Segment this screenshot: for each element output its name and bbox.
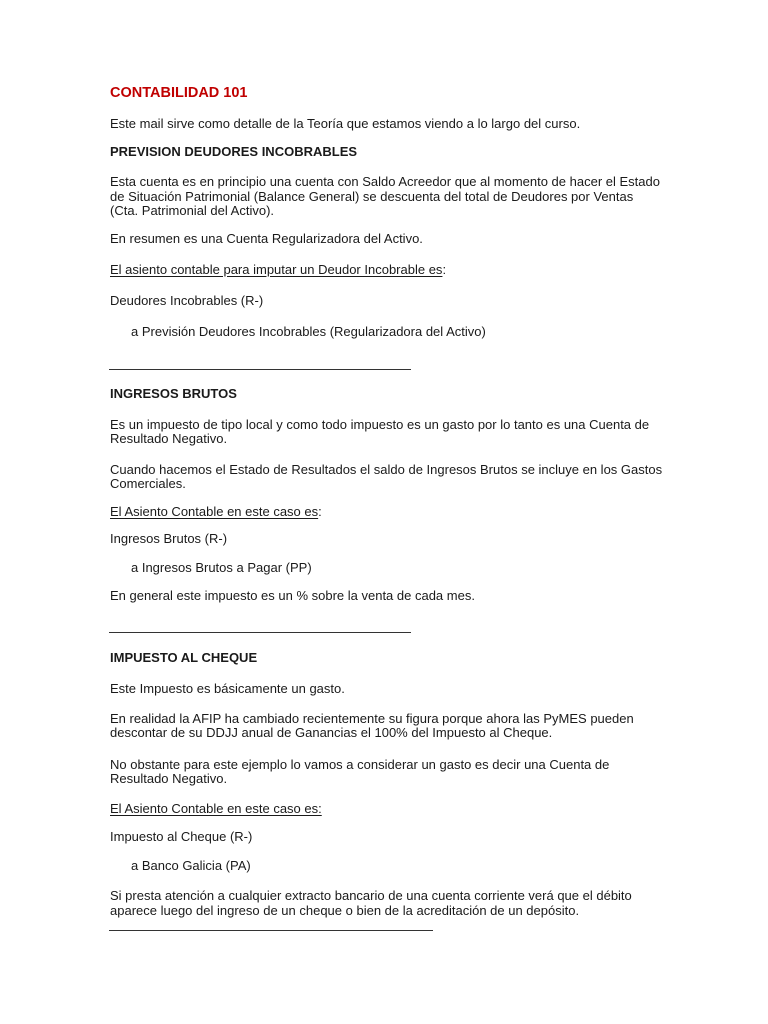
cheque-paragraph-line: Resultado Negativo. xyxy=(110,771,228,786)
ingresos-paragraph-line: Cuando hacemos el Estado de Resultados el saldo de Ingresos Brutos se incluye en los Gastos xyxy=(110,462,663,477)
section-heading-ingresos: INGRESOS BRUTOS xyxy=(110,386,237,401)
intro-text: Este mail sirve como detalle de la Teoría que estamos viendo a lo largo del curso. xyxy=(110,116,581,131)
cheque-paragraph: Este Impuesto es básicamente un gasto. xyxy=(110,681,345,696)
prevision-credit-entry: a Previsión Deudores Incobrables (Regularizadora del Activo) xyxy=(131,324,486,339)
cheque-paragraph-line: aparece luego del ingreso de un cheque o bien de la acreditación de un depósito. xyxy=(110,903,580,918)
cheque-asiento-label: El Asiento Contable en este caso es: xyxy=(110,801,322,816)
section-divider xyxy=(109,930,433,931)
prevision-paragraph-line: (Cta. Patrimonial del Activo). xyxy=(110,203,275,218)
prevision-paragraph-line: Esta cuenta es en principio una cuenta con Saldo Acreedor que al momento de hacer el Estado xyxy=(110,174,660,189)
ingresos-paragraph-line: Resultado Negativo. xyxy=(110,431,228,446)
ingresos-credit-entry: a Ingresos Brutos a Pagar (PP) xyxy=(131,560,312,575)
ingresos-note: En general este impuesto es un % sobre la venta de cada mes. xyxy=(110,588,475,603)
ingresos-asiento-label xyxy=(110,505,322,520)
prevision-asiento-label xyxy=(110,263,446,278)
prevision-asiento-underlined: El asiento contable para imputar un Deudor Incobrable es xyxy=(110,262,443,277)
ingresos-debit-entry: Ingresos Brutos (R-) xyxy=(110,531,228,546)
prevision-paragraph-line: de Situación Patrimonial (Balance General) se descuenta del total de Deudores por Ventas xyxy=(110,189,634,204)
prevision-asiento-colon: : xyxy=(442,262,447,277)
document-title: CONTABILIDAD 101 xyxy=(110,85,248,101)
section-heading-prevision: PREVISION DEUDORES INCOBRABLES xyxy=(110,144,358,159)
cheque-debit-entry: Impuesto al Cheque (R-) xyxy=(110,829,253,844)
cheque-paragraph-line: descontar de su DDJJ anual de Ganancias el 100% del Impuesto al Cheque. xyxy=(110,725,553,740)
ingresos-asiento-colon: : xyxy=(318,504,322,519)
ingresos-asiento-underlined: El Asiento Contable en este caso es xyxy=(110,504,319,519)
cheque-credit-entry: a Banco Galicia (PA) xyxy=(131,858,251,873)
section-heading-cheque: IMPUESTO AL CHEQUE xyxy=(110,650,258,665)
prevision-summary: En resumen es una Cuenta Regularizadora del Activo. xyxy=(110,231,423,246)
prevision-debit-entry: Deudores Incobrables (R-) xyxy=(110,293,264,308)
ingresos-paragraph-line: Comerciales. xyxy=(110,476,186,491)
ingresos-paragraph-line: Es un impuesto de tipo local y como todo impuesto es un gasto por lo tanto es una Cuenta de xyxy=(110,417,650,432)
cheque-paragraph-line: En realidad la AFIP ha cambiado recientemente su figura porque ahora las PyMES pueden xyxy=(110,711,634,726)
cheque-paragraph-line: No obstante para este ejemplo lo vamos a considerar un gasto es decir una Cuenta de xyxy=(110,757,610,772)
section-divider xyxy=(109,632,411,633)
section-divider xyxy=(109,369,411,370)
cheque-paragraph-line: Si presta atención a cualquier extracto bancario de una cuenta corriente verá que el débito xyxy=(110,888,632,903)
